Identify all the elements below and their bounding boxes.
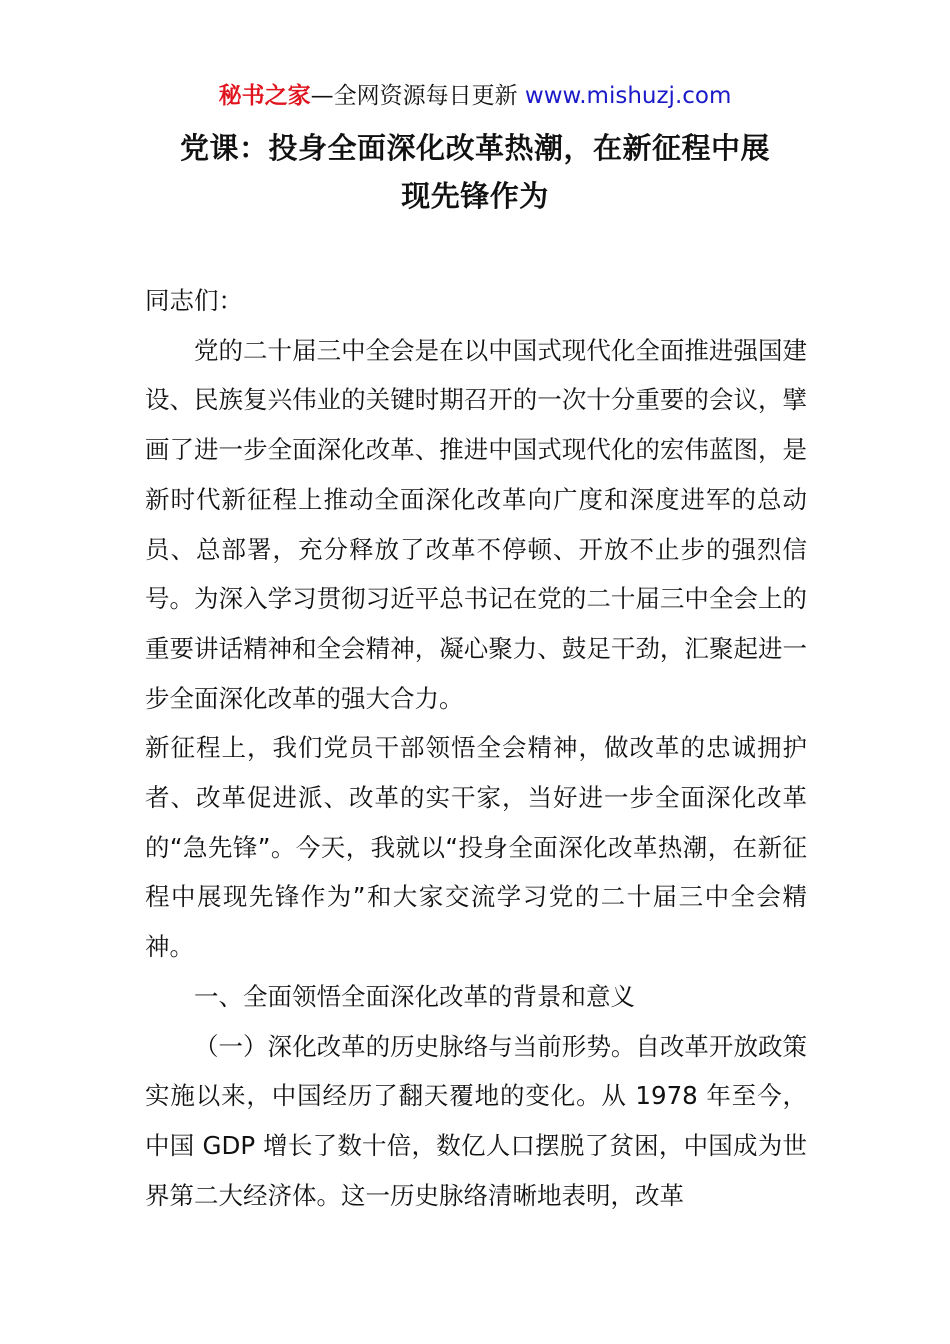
document-title	[100, 124, 850, 220]
title-line-1: 党课：投身全面深化改革热潮，在新征程中展	[179, 131, 770, 165]
title-line-2: 现先锋作为	[401, 179, 549, 213]
salutation: 同志们：	[145, 286, 243, 315]
section-heading: 一、全面领悟全面深化改革的背景和意义	[194, 981, 635, 1011]
site-url-link[interactable]: www.mishuzj.com	[524, 83, 732, 109]
paragraph-continuation: 新征程上，我们党员干部领悟全会精神，做改革的忠诚拥护者、改革促进派、改革的实干家，当好进一步全面深化改革的“急先锋”。今天，我就以“投身全面深化改革热潮，在新征程中展现先锋作为”和大家交流学习党的二十届三中全会精神。	[145, 733, 807, 962]
banner-tagline: —全网资源每日更新	[310, 83, 525, 109]
paragraph-intro: 党的二十届三中全会是在以中国式现代化全面推进强国建设、民族复兴伟业的关键时期召开的一次十分重要的会议，擘画了进一步全面深化改革、推进中国式现代化的宏伟蓝图，是新时代新征程上推动全面深化改革向广度和深度进军的总动员、总部署，充分释放了改革不停顿、开放不止步的强烈信号。为深入学习贯彻习近平总书记在党的二十届三中全会上的重要讲话精神和全会精神，凝心聚力、鼓足干劲，汇聚起进一步全面深化改革的强大合力。	[145, 335, 807, 713]
brand-name: 秘书之家	[218, 83, 311, 109]
paragraph-subsection-1: （一）深化改革的历史脉络与当前形势。自改革开放政策实施以来，中国经历了翻天覆地的变化。从 1978 年至今，中国 GDP 增长了数十倍，数亿人口摆脱了贫困，中国成为世界第二大经济体。这一历史脉络清晰地表明，改革	[145, 1031, 807, 1210]
document-body	[145, 276, 807, 1220]
site-banner	[0, 80, 950, 112]
